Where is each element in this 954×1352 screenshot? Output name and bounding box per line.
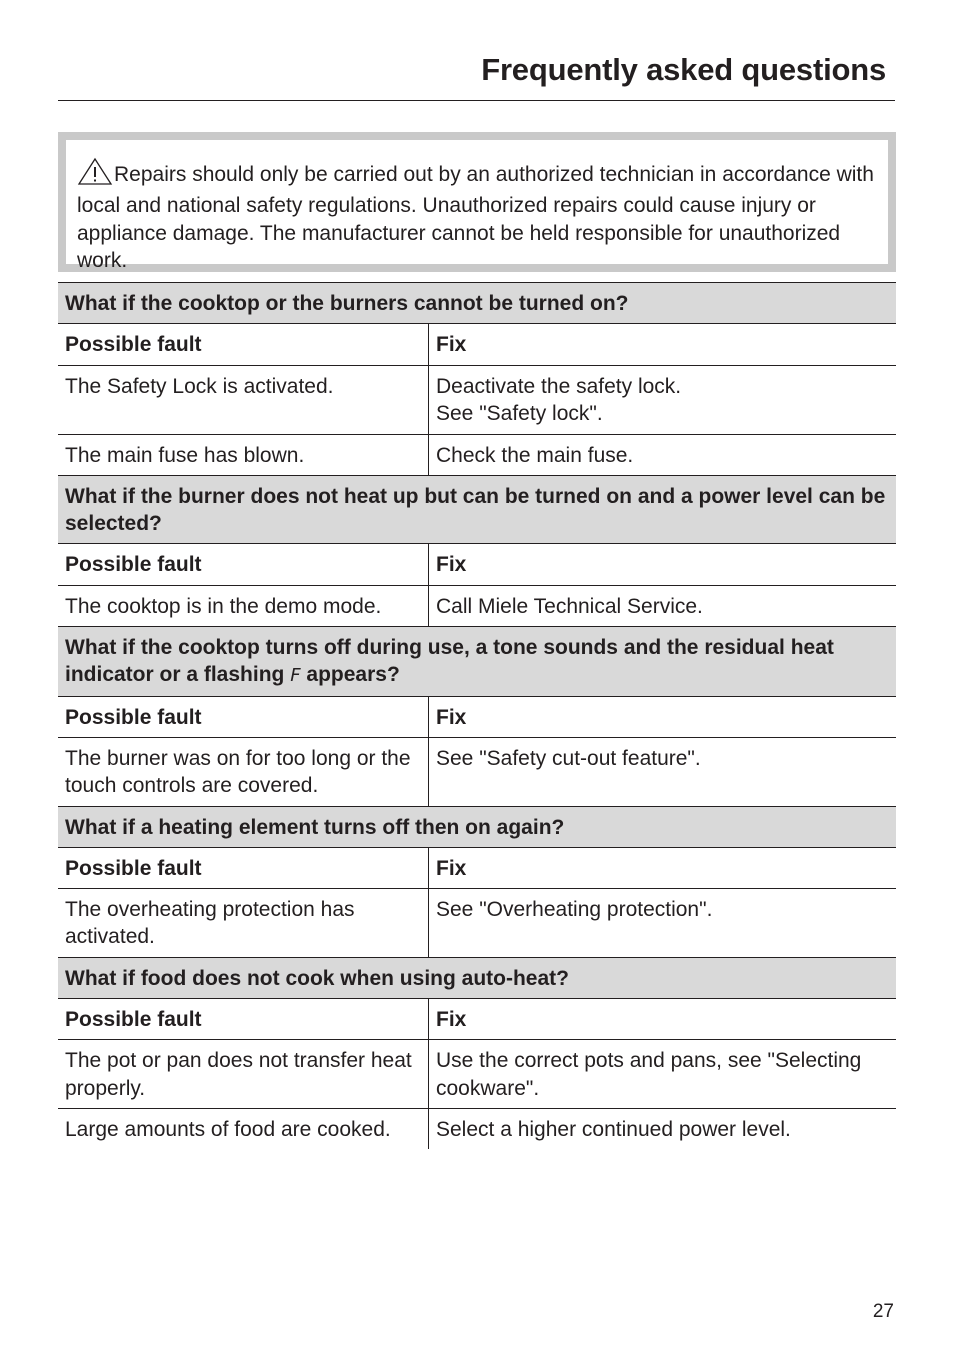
fix-line: Deactivate the safety lock. (436, 374, 682, 398)
fix-cell (429, 365, 897, 434)
column-header-row (58, 544, 896, 585)
header-divider (58, 100, 895, 101)
warning-triangle-icon (77, 157, 113, 192)
column-header-row (58, 999, 896, 1040)
question-row (58, 806, 896, 847)
fault-cell: The Safety Lock is activated. (58, 365, 429, 434)
table-row (58, 889, 896, 958)
faq-table (58, 282, 896, 1149)
fault-cell: Large amounts of food are cooked. (58, 1108, 429, 1149)
fix-cell: Check the main fuse. (429, 434, 897, 475)
question-row (58, 475, 896, 544)
page-title: Frequently asked questions (481, 52, 886, 87)
warning-box (58, 132, 896, 272)
question-text: What if the cooktop or the burners cannot be turned on? (58, 283, 896, 324)
table-row (58, 434, 896, 475)
fix-line: See "Safety lock". (436, 401, 603, 425)
flashing-f-symbol: F (290, 665, 301, 687)
fault-cell: The pot or pan does not transfer heat properly. (58, 1040, 429, 1109)
question-row (58, 957, 896, 998)
page-number: 27 (872, 1301, 894, 1322)
fix-cell: Use the correct pots and pans, see "Selecting cookware". (429, 1040, 897, 1109)
fault-cell: The burner was on for too long or the touch controls are covered. (58, 737, 429, 806)
table-row (58, 585, 896, 626)
fix-column-header: Fix (429, 696, 897, 737)
column-header-row (58, 847, 896, 888)
column-header-row (58, 696, 896, 737)
fix-column-header: Fix (429, 999, 897, 1040)
table-row (58, 365, 896, 434)
question-text (58, 627, 896, 697)
question-text: What if a heating element turns off then on again? (58, 806, 896, 847)
fix-cell: Call Miele Technical Service. (429, 585, 897, 626)
table-row (58, 737, 896, 806)
table-row (58, 1040, 896, 1109)
fault-column-header: Possible fault (58, 696, 429, 737)
fix-column-header: Fix (429, 324, 897, 365)
warning-text: Repairs should only be carried out by an authorized technician in accordance with local and national safety regulations. Unauthorized repairs could cause injury or appliance damage. The manufacturer cannot be held responsible for unauthorized work. (77, 163, 874, 272)
question-row (58, 627, 896, 697)
fix-cell: See "Overheating protection". (429, 889, 897, 958)
fix-column-header: Fix (429, 847, 897, 888)
fix-column-header: Fix (429, 544, 897, 585)
warning-content (66, 140, 888, 272)
question-text: What if food does not cook when using auto-heat? (58, 957, 896, 998)
fault-column-header: Possible fault (58, 847, 429, 888)
fault-column-header: Possible fault (58, 544, 429, 585)
question-text-part: appears? (306, 663, 400, 687)
question-text: What if the burner does not heat up but can be turned on and a power level can be selected? (58, 475, 896, 544)
fault-cell: The cooktop is in the demo mode. (58, 585, 429, 626)
table-row (58, 1108, 896, 1149)
fix-cell: See "Safety cut-out feature". (429, 737, 897, 806)
fault-cell: The main fuse has blown. (58, 434, 429, 475)
question-text-part: What if the cooktop turns off during use, a tone sounds and the residual heat indicator or a flashing (65, 636, 834, 687)
column-header-row (58, 324, 896, 365)
fault-cell: The overheating protection has activated. (58, 889, 429, 958)
fault-column-header: Possible fault (58, 324, 429, 365)
fix-cell: Select a higher continued power level. (436, 1117, 791, 1141)
fault-column-header: Possible fault (58, 999, 429, 1040)
question-row (58, 283, 896, 324)
